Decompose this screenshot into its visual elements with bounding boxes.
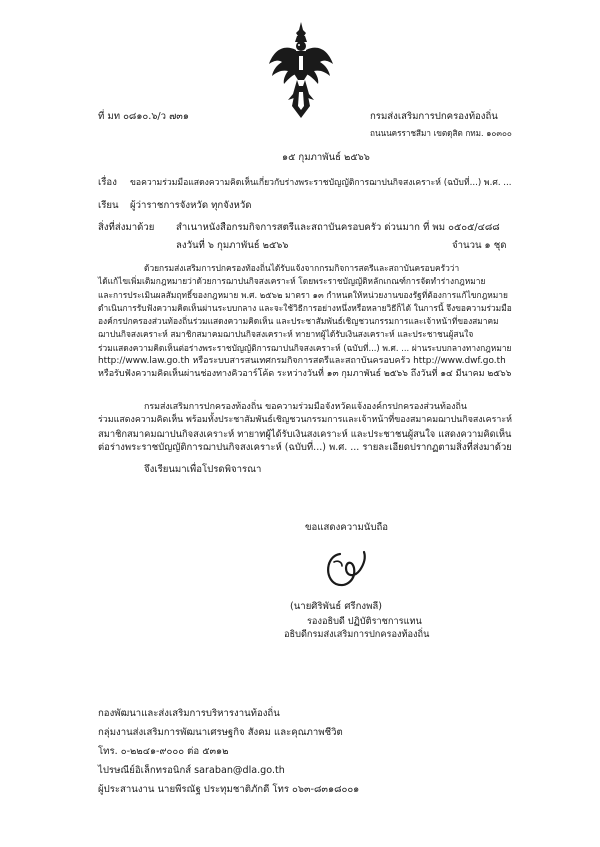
paragraph-line: ดำเนินการรับฟังความคิดเห็นผ่านระบบกลาง และจะใช้วิธีการอย่างหนึ่งหรือหลายวิธีก็ได้ ในการนี้ จึงขอความร่วมมือ [98,302,512,313]
footer-email: ไปรษณีย์อิเล็กทรอนิกส์ saraban@dla.go.th [98,765,285,776]
handwritten-signature [320,548,372,590]
paragraph-line: ฌาปนกิจสงเคราะห์ สมาชิกสมาคมฌาปนกิจสงเคราะห์ ทายาทผู้ได้รับเงินสงเคราะห์ และประชาชนผู้สนใจ [98,329,474,340]
paragraph-line: กรมส่งเสริมการปกครองท้องถิ่น ขอความร่วมมือจังหวัดแจ้งองค์กรปกครองส่วนท้องถิ่น [144,402,467,412]
footer-division: กองพัฒนาและส่งเสริมการบริหารงานท้องถิ่น [98,708,280,719]
recipient-text: ผู้ว่าราชการจังหวัด ทุกจังหวัด [130,200,252,211]
issuing-agency: กรมส่งเสริมการปกครองท้องถิ่น [370,111,498,122]
enclosure-date: ลงวันที่ ๖ กุมภาพันธ์ ๒๕๖๖ [176,240,289,251]
enclosure-label: สิ่งที่ส่งมาด้วย [98,222,155,233]
footer-group: กลุ่มงานส่งเสริมการพัฒนาเศรษฐกิจ สังคม และคุณภาพชีวิต [98,727,343,738]
paragraph-line: http://www.law.go.th หรือระบบสารสนเทศกรมกิจการสตรีและสถาบันครอบครัว http://www.dwf.go.th [98,356,506,367]
reference-number: ที่ มท ๐๘๑๐.๖/ว ๗๓๑ [98,111,189,122]
footer-coordinator: ผู้ประสานงาน นายพีรณัฐ ประทุมชาติภักดี โทร ๐๖๓-๘๓๑๘๐๐๑ [98,784,360,795]
body-paragraph-2 [98,401,512,454]
signatory-position-2: อธิบดีกรมส่งเสริมการปกครองท้องถิ่น [284,629,430,640]
subject-label: เรื่อง [98,177,117,188]
body-paragraph-1 [98,262,512,382]
enclosure-text: สำเนาหนังสือกรมกิจการสตรีและสถาบันครอบครัว ด่วนมาก ที่ พม ๐๕๐๕/๔๘๘ [176,222,500,233]
agency-address: ถนนนครราชสีมา เขตดุสิต กทม. ๑๐๓๐๐ [370,128,512,138]
paragraph-line: องค์กรปกครองส่วนท้องถิ่นร่วมแสดงความคิดเห็น และประชาสัมพันธ์เชิญชวนกรรมการและเจ้าหน้าที่ของสมาคม [98,316,499,327]
paragraph-line: ร่วมแสดงความคิดเห็นต่อร่างพระราชบัญญัติการฌาปนกิจสงเคราะห์ (ฉบับที่...) พ.ศ. ... ผ่านระบบกลางทางกฎหมาย [98,342,512,353]
paragraph-line: ร่วมแสดงความคิดเห็น พร้อมทั้งประชาสัมพันธ์เชิญชวนกรรมการและเจ้าหน้าที่ของสมาคมฌาปนกิจสงเคราะห์ [98,415,512,426]
enclosure-count: จำนวน ๑ ชุด [452,240,507,251]
salutation: ขอแสดงความนับถือ [305,522,389,533]
footer-phone: โทร. ๐-๒๒๔๑-๙๐๐๐ ต่อ ๕๓๑๒ [98,746,229,757]
paragraph-line: ได้แก้ไขเพิ่มเติมกฎหมายว่าด้วยการฌาปนกิจสงเคราะห์ โดยพระราชบัญญัติหลักเกณฑ์การจัดทำร่างกฎหมาย [98,276,486,287]
paragraph-line: ต่อร่างพระราชบัญญัติการฌาปนกิจสงเคราะห์ (ฉบับที่...) พ.ศ. ... รายละเอียดปรากฏตามสิ่งที่ส่งมาด้วย [98,441,512,453]
closing-request: จึงเรียนมาเพื่อโปรดพิจารณา [144,464,262,475]
signatory-position-1: รองอธิบดี ปฏิบัติราชการแทน [307,616,422,627]
paragraph-line: และการประเมินผลสัมฤทธิ์ของกฎหมาย พ.ศ. ๒๕๖๒ มาตรา ๑๓ กำหนดให้หน่วยงานของรัฐที่ต้องการแก้ไขกฎหมาย [98,289,508,300]
recipient-label: เรียน [98,200,119,211]
paragraph-line: หรือรับฟังความคิดเห็นผ่านช่องทางคิวอาร์โค้ด ระหว่างวันที่ ๑๓ กุมภาพันธ์ ๒๕๖๖ ถึงวันที่ ๑๔ มีนาคม ๒๕๖๖ [98,369,512,380]
letter-date: ๑๕ กุมภาพันธ์ ๒๕๖๖ [282,152,370,163]
garuda-emblem [266,20,336,125]
subject-text: ขอความร่วมมือแสดงความคิดเห็นเกี่ยวกับร่างพระราชบัญญัติการฌาปนกิจสงเคราะห์ (ฉบับที่...) พ.ศ. ... [130,178,512,188]
signatory-name: (นายศิริพันธ์ ศรีกงพลี) [290,601,383,612]
paragraph-line: สมาชิกสมาคมฌาปนกิจสงเคราะห์ ทายาทผู้ได้รับเงินสงเคราะห์ และประชาชนผู้สนใจ แสดงความคิดเห็น [98,428,512,440]
paragraph-line: ด้วยกรมส่งเสริมการปกครองท้องถิ่นได้รับแจ้งจากกรมกิจการสตรีและสถาบันครอบครัวว่า [144,263,460,273]
